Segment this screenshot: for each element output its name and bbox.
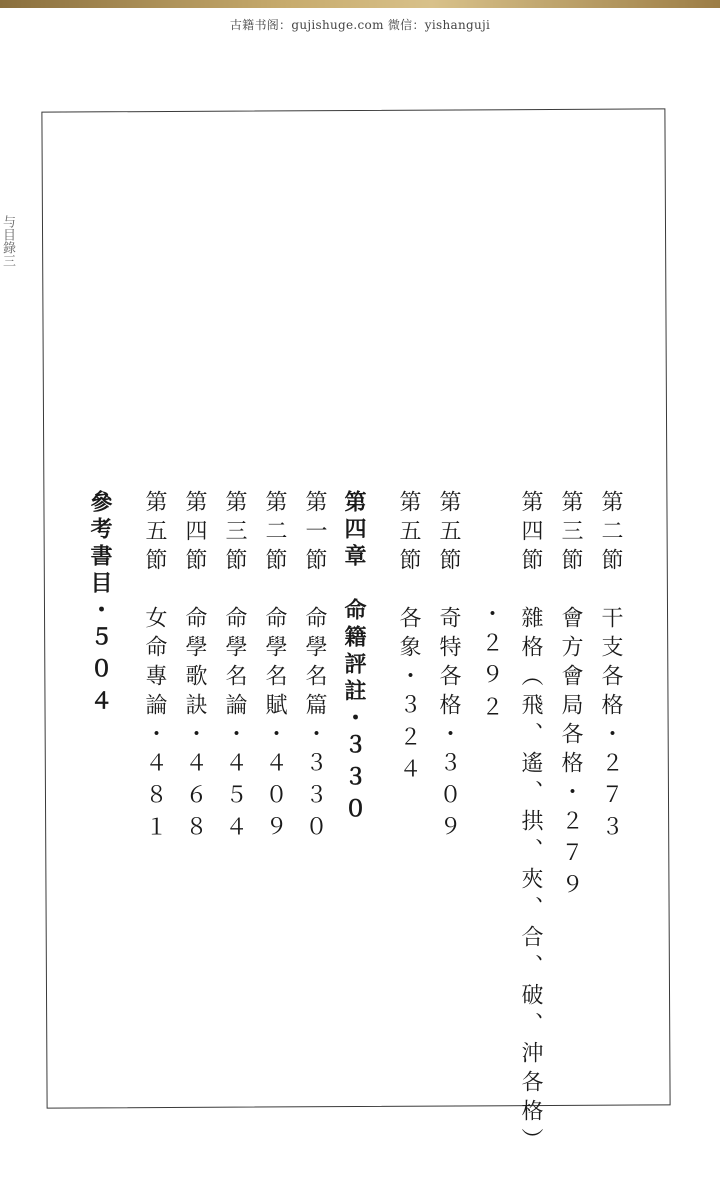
- toc-bibliography-entry: 參考書目・５０４: [87, 490, 113, 721]
- toc-title: 命學名篇: [302, 606, 327, 722]
- toc-title: 會方會局各格: [558, 606, 583, 780]
- toc-page-number: ４０９: [262, 751, 287, 847]
- toc-chapter-title: 命籍評註: [341, 598, 367, 706]
- toc-page-number: ２９２: [478, 631, 503, 727]
- toc-section-label: 第二節: [598, 490, 623, 577]
- toc-section-label: 第五節: [396, 490, 421, 577]
- toc-entry-continuation: ・２９２: [478, 602, 503, 727]
- toc-entry: 第三節 會方會局各格・２７９: [558, 490, 583, 905]
- toc-title: 干支各格: [598, 606, 623, 722]
- toc-entry: 第五節 各象・３２４: [396, 490, 421, 789]
- toc-chapter-label: 第四章: [341, 490, 367, 571]
- toc-page-number: ２７９: [558, 809, 583, 905]
- toc-page-number: ４８１: [142, 751, 167, 847]
- toc-chapter-entry: 第四章 命籍評註・３３０: [341, 490, 367, 829]
- toc-title: 雜格（飛、遙、拱、夾、合、破、沖各格）: [518, 606, 543, 1157]
- toc-entry: 第二節 命學名賦・４０９: [262, 490, 287, 847]
- toc-entry: 第四節 命學歌訣・４６８: [182, 490, 207, 847]
- toc-entry: 第一節 命學名篇・３３０: [302, 490, 327, 847]
- toc-page-number: ３３０: [341, 733, 367, 829]
- toc-title: 奇特各格: [436, 606, 461, 722]
- toc-section-label: 第四節: [182, 490, 207, 577]
- toc-title: 命學名論: [222, 606, 247, 722]
- toc-section-label: 第五節: [142, 490, 167, 577]
- toc-page-number: ５０４: [87, 625, 113, 721]
- top-decorative-strip: [0, 0, 720, 8]
- toc-entry: 第五節 女命專論・４８１: [142, 490, 167, 847]
- toc-page-number: ３０９: [436, 751, 461, 847]
- toc-section-label: 第三節: [222, 490, 247, 577]
- toc-page-number: ４５４: [222, 751, 247, 847]
- toc-entry: 第二節 干支各格・２７３: [598, 490, 623, 847]
- toc-section-label: 第五節: [436, 490, 461, 577]
- toc-section-label: 第二節: [262, 490, 287, 577]
- toc-title: 女命專論: [142, 606, 167, 722]
- toc-entry: [510, 490, 550, 1157]
- watermark-text: 古籍书阁：gujishuge.com 微信：yishanguji: [229, 18, 491, 32]
- toc-section-label: 第一節: [302, 490, 327, 577]
- toc-title: 命學名賦: [262, 606, 287, 722]
- toc-page-number: ３２４: [396, 693, 421, 789]
- toc-title: 各象: [396, 606, 421, 664]
- margin-scrap-text: 与目錄三: [0, 215, 15, 267]
- toc-section-label: 第四節: [518, 490, 543, 577]
- toc-page-number: ３３０: [302, 751, 327, 847]
- toc-page-number: ２７３: [598, 751, 623, 847]
- table-of-contents: [80, 490, 630, 1157]
- toc-chapter-label: 參考書目: [87, 490, 113, 598]
- toc-page-number: ４６８: [182, 751, 207, 847]
- toc-section-label: 第三節: [558, 490, 583, 577]
- toc-entry: 第五節 奇特各格・３０９: [436, 490, 461, 847]
- toc-entry: 第三節 命學名論・４５４: [222, 490, 247, 847]
- toc-title: 命學歌訣: [182, 606, 207, 722]
